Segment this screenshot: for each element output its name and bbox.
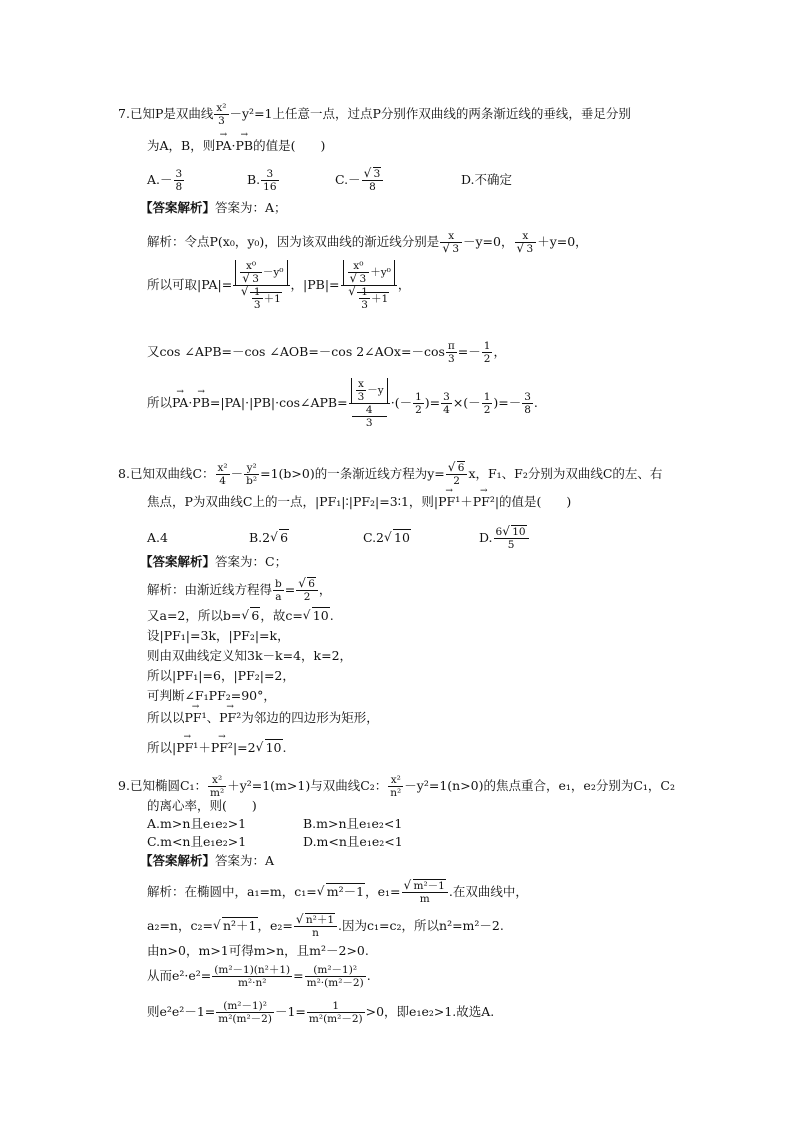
dot-symbol: · xyxy=(231,138,236,153)
q8-solution-line4: 则由双曲线定义知3k－k=4，k=2， xyxy=(147,648,353,663)
q8-solution-line6: 可判断∠F₁PF₂=90°， xyxy=(147,688,276,703)
vector-pf1: → PF¹ xyxy=(438,496,460,509)
answer-text: 答案为：A； xyxy=(215,200,287,215)
q8-solution-line1: 解析：由渐近线方程得 $\frac{b}{a}$ = √ $\frac{6}{2}$ ， xyxy=(147,578,331,603)
q8-number: 8. xyxy=(118,466,130,482)
q8-option-d: D. $\frac{6√ 10}{5}$ xyxy=(479,530,530,545)
q8-solution-line7: 所以以→ PF¹、→ PF²为邻边的四边形为矩形， xyxy=(147,712,379,725)
q8-option-b: B.2√ 6 xyxy=(249,532,359,545)
q7-stem-text: 已知P是双曲线 xyxy=(129,106,214,122)
q8-stem-line1: 8.已知双曲线C： $\frac{\text{x²}}{4}$ － $\frac{\text{y²}}{\text{b²}}$ =1(b>0)的一条渐近线方程为y= √ $\frac{6}{2}$ x，F₁、F₂分别为双曲线C的左、右 xyxy=(118,462,662,487)
q7-option-b: B. $\frac{3}{16}$ xyxy=(246,168,277,194)
q7-stem-text-b: －y²=1上任意一点，过点P分别作双曲线的两条渐近线的垂线，垂足分别 xyxy=(229,106,631,122)
q7-options xyxy=(147,168,512,193)
q9-solution-line4: 从而e²·e²= $\frac{\text{(m²－1)(n²＋1)}}{\text{m²·n²}}$ = $\frac{\text{(m²－1)²}}{\text{m²·(m²－2)}}$ . xyxy=(147,964,371,990)
q9-options-row2 xyxy=(147,836,403,849)
q8-option-a: A.4 xyxy=(147,530,168,546)
vector-pa: → PA xyxy=(215,140,231,153)
q9-option-d: D.m<n且e₁e₂<1 xyxy=(303,834,403,849)
q8-answer: 【答案解析】答案为：C； xyxy=(140,554,288,569)
q8-options xyxy=(147,526,530,551)
q9-stem-line1: 9.已知椭圆C₁： $\frac{\text{x²}}{\text{m²}}$ ＋y²=1(m>1)与双曲线C₂： $\frac{\text{x²}}{\text{n²}}$ －y²=1(n>0)的焦点重合，e₁，e₂分别为C₁，C₂ xyxy=(118,774,675,800)
q7-solution-line3: 又cos ∠APB=－cos ∠AOB=－cos 2∠AOx=－cos $\frac{\pi}{3}$ =－ $\frac{1}{2}$ ， xyxy=(147,340,506,366)
q8-solution-line8: 所以|→ PF¹＋→ PF²|=2√ 10. xyxy=(147,742,286,755)
q8-solution-line5: 所以|PF₁|=6，|PF₂|=2， xyxy=(147,668,295,683)
q9-stem-line2: 的离心率，则( ) xyxy=(147,798,257,813)
q7-option-d: D.不确定 xyxy=(460,172,513,188)
q7-stem-line2 xyxy=(147,140,325,153)
q7-option-a: A.－ $\frac{3}{8}$ xyxy=(147,168,183,194)
answer-tag: 【答案解析】 xyxy=(140,200,216,215)
q7-solution-line4: 所以→ PA·→ PB=|PA|·|PB|·cos∠APB= $\frac{x}{3}$ －y 4 3 ·(－ $\frac{1}{2}$ )= $\frac{3}{4}$ ×(－ $\frac{1}{2}$ )=－ $\frac{3}{8}$ . xyxy=(147,378,538,429)
q9-option-b: B.m>n且e₁e₂<1 xyxy=(303,816,403,831)
q9-number: 9. xyxy=(118,778,130,794)
vector-pb: → PB xyxy=(236,140,254,153)
q9-options-row1 xyxy=(147,818,402,831)
q9-answer: 【答案解析】答案为：A xyxy=(140,853,275,868)
q7-solution-line2: 所以可取|PA|= x⁰ √ 3 －y⁰ √ $\frac{1}{3}$ ＋1 ，|PB|= x⁰ √ 3 ＋y⁰ √ $\frac{1}{3}$ ＋1 ， xyxy=(147,260,410,311)
q7-fraction: $\frac{\text{x²}}{3}$ xyxy=(216,102,227,128)
q7-option-c: C.－ √ $\frac{3}{8}$ xyxy=(335,168,457,193)
q9-option-c: C.m<n且e₁e₂>1 xyxy=(147,834,247,849)
q8-stem-line2: 焦点，P为双曲线C上的一点，|PF₁|∶|PF₂|=3∶1，则|→ PF¹＋→ PF²|的值是( ) xyxy=(147,496,571,509)
q9-solution-line5: 则e²e²－1= $\frac{\text{(m²－1)²}}{\text{m²(m²－2)}}$ －1= $\frac{1}{\text{m²(m²－2)}}$ >0，即e₁e₂>1.故选A. xyxy=(147,1000,495,1026)
vector-pf2: → PF² xyxy=(473,496,495,509)
q7-stem-text-c: 为A，B，则 xyxy=(147,138,216,153)
q8-option-c: C.2√ 10 xyxy=(363,532,475,545)
q9-solution-line1: 解析：在椭圆中，a₁=m，c₁=√ m²－1，e₁= √ $\frac{\text{m²－1}}{m}$ .在双曲线中， xyxy=(147,880,528,905)
q9-option-a: A.m>n且e₁e₂>1 xyxy=(147,816,247,831)
q9-solution-line2: a₂=n，c₂=√ n²＋1，e₂= √ $\frac{\text{n²＋1}}{n}$ .因为c₁=c₂，所以n²=m²－2. xyxy=(147,914,504,939)
q7-stem-text-d: 的值是( ) xyxy=(253,138,326,153)
q7-answer xyxy=(140,202,287,215)
q8-solution-line2: 又a=2，所以b=√ 6，故c=√ 10. xyxy=(147,610,334,623)
q7-solution-line1: 解析：令点P(x₀，y₀)，因为该双曲线的渐近线分别是 x √ 3 －y=0， x √ 3 ＋y=0， xyxy=(147,230,588,255)
q8-solution-line3: 设|PF₁|=3k，|PF₂|=k， xyxy=(147,628,290,643)
q9-solution-line3: 由n>0，m>1可得m>n，且m²－2>0. xyxy=(147,943,369,958)
q7-number: 7. xyxy=(118,106,130,122)
q7-stem-line1 xyxy=(118,102,631,127)
